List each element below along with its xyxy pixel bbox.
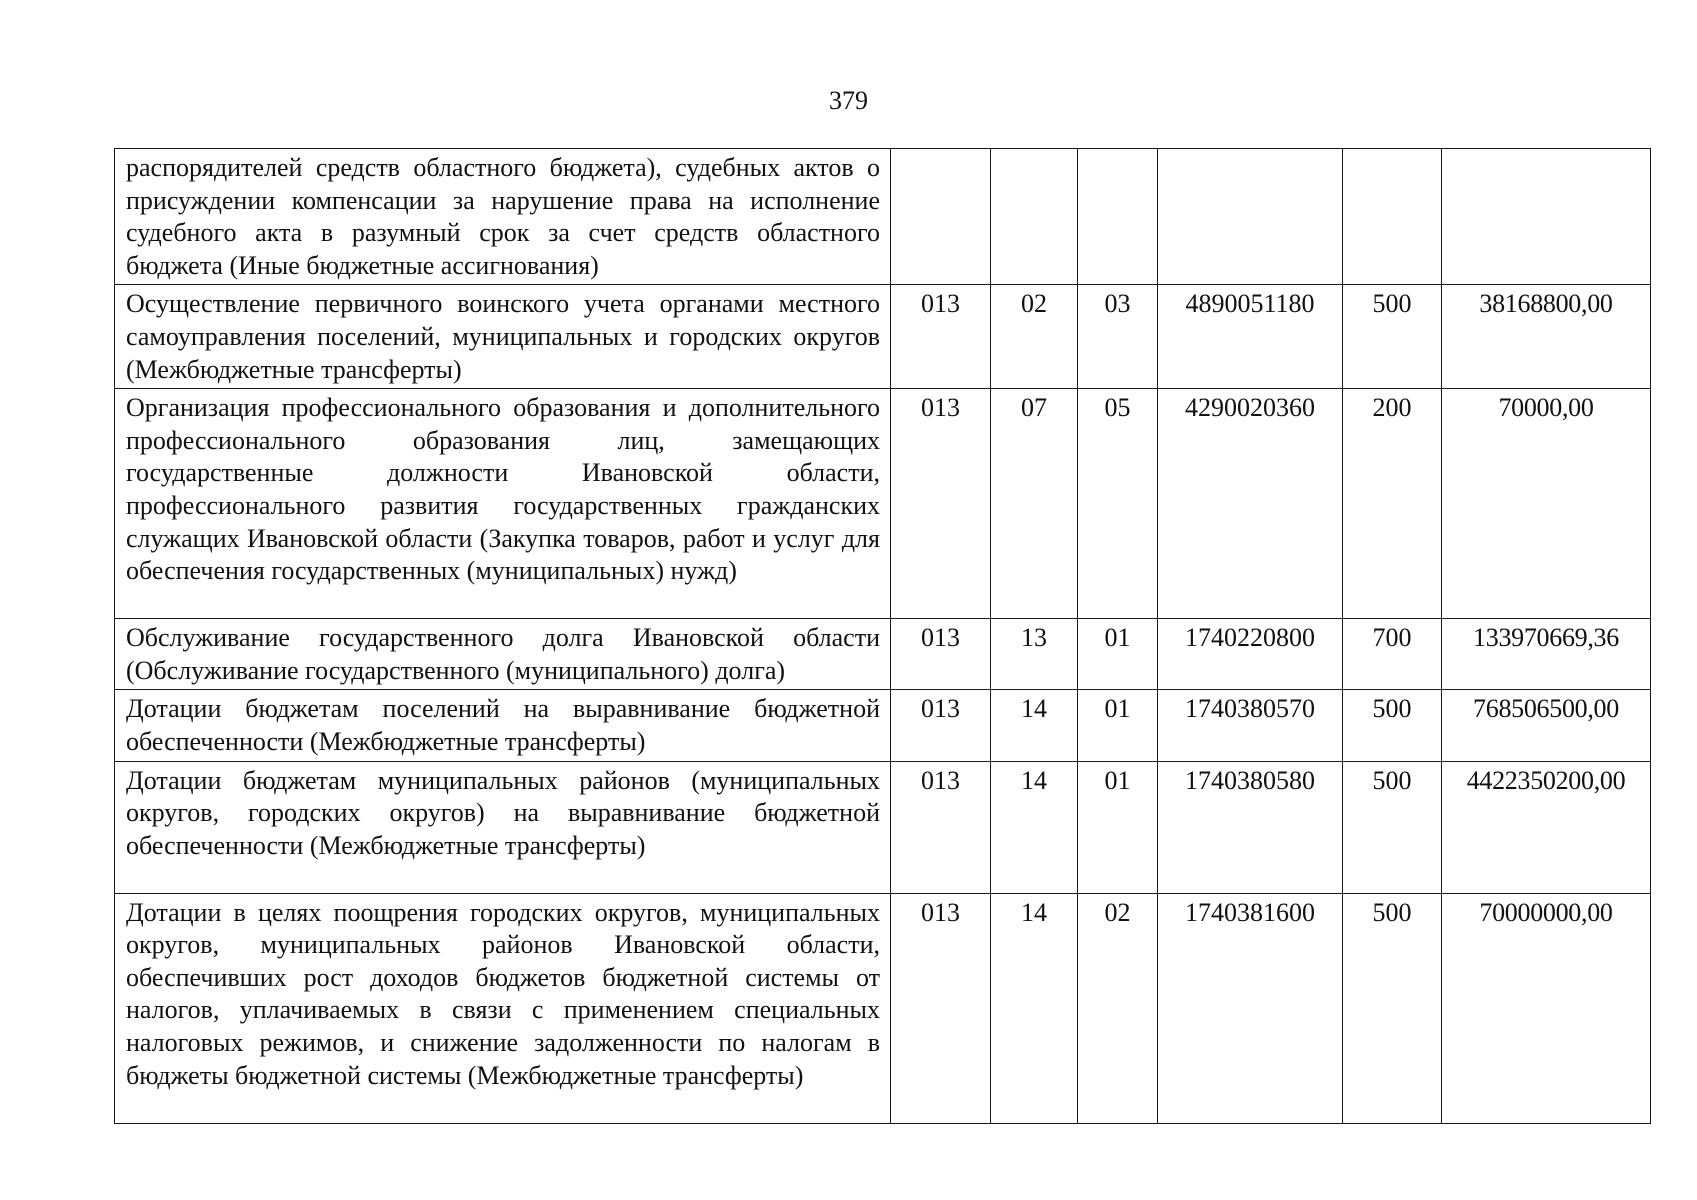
budget-table [114,148,1651,1124]
row-description: Дотации бюджетам поселений на выравнивание бюджетной обеспеченности (Межбюджетные трансферты) [115,690,891,761]
target-article-code: 1740380580 [1158,761,1343,893]
amount [1442,149,1651,285]
section-code: 14 [991,761,1078,893]
amount: 70000,00 [1442,389,1651,619]
section-code: 13 [991,619,1078,690]
subsection-code: 03 [1078,285,1158,389]
expense-type-code: 500 [1343,690,1442,761]
ministry-code: 013 [891,893,991,1123]
table-row [115,285,1651,389]
expense-type-code: 500 [1343,285,1442,389]
ministry-code: 013 [891,389,991,619]
page-number: 379 [829,86,868,115]
amount: 38168800,00 [1442,285,1651,389]
row-description: Дотации бюджетам муниципальных районов (муниципальных округов, городских округов) на выравнивание бюджетной обеспеченности (Межбюджетные трансферты) [115,761,891,893]
subsection-code: 02 [1078,893,1158,1123]
target-article-code: 1740220800 [1158,619,1343,690]
amount: 768506500,00 [1442,690,1651,761]
subsection-code: 01 [1078,690,1158,761]
row-description: Организация профессионального образования и дополнительного профессионального образования лиц, замещающих государственные должности Ивановской области, профессионального развития государственных гражданских служащих Ивановской области (Закупка товаров, работ и услуг для обеспечения государственных (муниципальных) нужд) [115,389,891,619]
ministry-code: 013 [891,761,991,893]
subsection-code: 01 [1078,619,1158,690]
expense-type-code: 500 [1343,893,1442,1123]
amount: 4422350200,00 [1442,761,1651,893]
row-description: Осуществление первичного воинского учета органами местного самоуправления поселений, муниципальных и городских округов (Межбюджетные трансферты) [115,285,891,389]
row-description: Дотации в целях поощрения городских округов, муниципальных округов, муниципальных районов Ивановской области, обеспечивших рост доходов бюджетов бюджетной системы от налогов, уплачиваемых в связи с применением специальных налоговых режимов, и снижение задолженности по налогам в бюджеты бюджетной системы (Межбюджетные трансферты) [115,893,891,1123]
ministry-code: 013 [891,690,991,761]
amount: 70000000,00 [1442,893,1651,1123]
table-row [115,149,1651,285]
target-article-code: 4890051180 [1158,285,1343,389]
ministry-code [891,149,991,285]
target-article-code: 1740380570 [1158,690,1343,761]
table-row [115,761,1651,893]
expense-type-code: 500 [1343,761,1442,893]
table-row [115,389,1651,619]
row-description: распорядителей средств областного бюджета), судебных актов о присуждении компенсации за нарушение права на исполнение судебного акта в разумный срок за счет средств областного бюджета (Иные бюджетные ассигнования) [115,149,891,285]
ministry-code: 013 [891,619,991,690]
subsection-code: 05 [1078,389,1158,619]
table-row [115,893,1651,1123]
section-code: 14 [991,893,1078,1123]
target-article-code: 4290020360 [1158,389,1343,619]
target-article-code: 1740381600 [1158,893,1343,1123]
expense-type-code: 700 [1343,619,1442,690]
table-row [115,619,1651,690]
target-article-code [1158,149,1343,285]
amount: 133970669,36 [1442,619,1651,690]
expense-type-code [1343,149,1442,285]
subsection-code [1078,149,1158,285]
section-code: 02 [991,285,1078,389]
expense-type-code: 200 [1343,389,1442,619]
section-code: 14 [991,690,1078,761]
subsection-code: 01 [1078,761,1158,893]
section-code: 07 [991,389,1078,619]
ministry-code: 013 [891,285,991,389]
table-row [115,690,1651,761]
section-code [991,149,1078,285]
row-description: Обслуживание государственного долга Ивановской области (Обслуживание государственного (муниципального) долга) [115,619,891,690]
